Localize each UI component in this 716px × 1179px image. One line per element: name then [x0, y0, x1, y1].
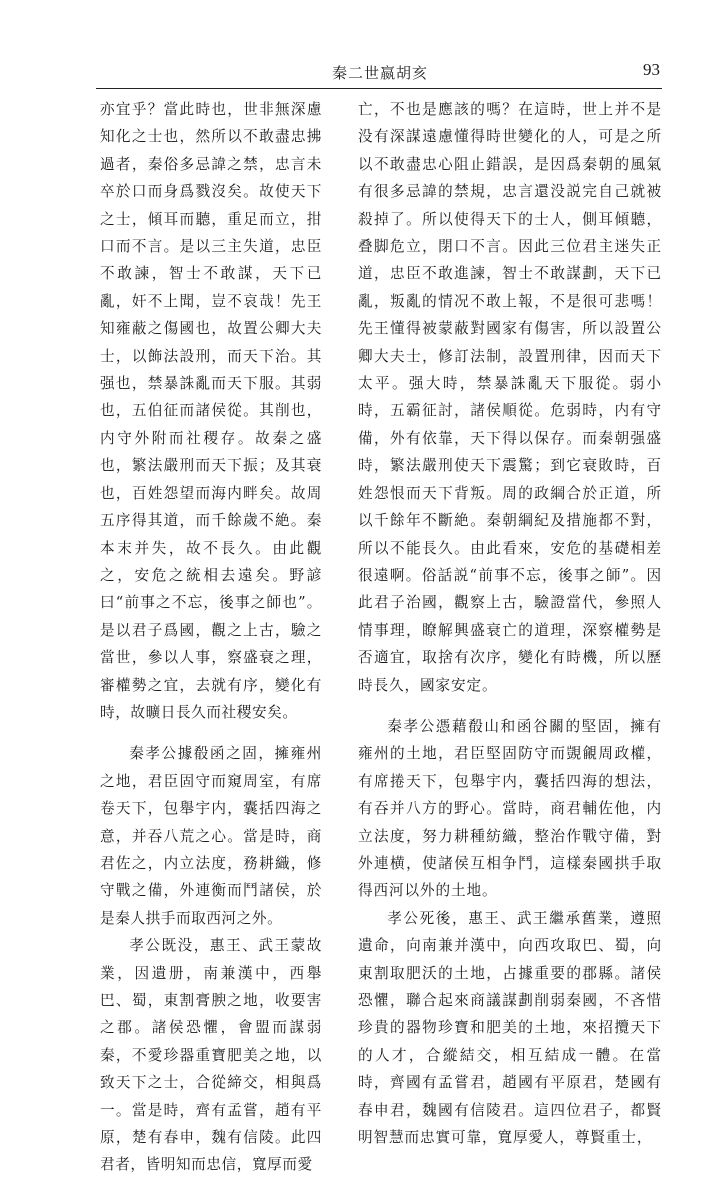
translation-text-column [358, 96, 662, 1147]
classical-paragraph-1: 亦宜乎？當此時也，世非無深慮知化之士也，然所以不敢盡忠拂過者，秦俗多忌諱之禁，忠言未卒於口而身爲戮沒矣。故使天下之士，傾耳而聽，重足而立，拑口而不言。是以三主失道，忠臣不敢諫，智士不敢謀，天下已亂，奸不上聞，豈不哀哉！先王知雍蔽之傷國也，故置公卿大夫士，以飾法設刑，而天下治。其强也，禁暴誅亂而天下服。其弱也，五伯征而諸侯從。其削也，内守外附而社稷存。故秦之盛也，繁法嚴刑而天下振；及其衰也，百姓怨望而海内畔矣。故周五序得其道，而千餘歲不絶。秦本末并失，故不長久。由此觀之，安危之統相去遠矣。野諺曰“前事之不忘，後事之師也”。是以君子爲國，觀之上古，驗之當世，參以人事，察盛衰之理，審權勢之宜，去就有序，變化有時，故曠日長久而社稷安矣。 [100, 101, 322, 721]
running-title: 秦二世嬴胡亥 [331, 64, 428, 82]
page-number: 93 [643, 60, 660, 79]
translation-paragraph-3: 孝公死後，惠王、武王繼承舊業，遵照遺命，向南兼并漢中，向西攻取巴、蜀，向東割取肥沃的土地，占據重要的郡縣。諸侯恐懼，聯合起來商議謀劃削弱秦國，不吝惜珍貴的器物珍寶和肥美的土地，來招攬天下的人才，合縱結交，相互結成一體。在當時，齊國有孟嘗君，趙國有平原君，楚國有春申君，魏國有信陵君。這四位君子，都賢明智慧而忠實可靠，寬厚愛人，尊賢重士， [358, 909, 662, 1147]
header-rule [96, 88, 662, 89]
classical-paragraph-3: 孝公既没，惠王、武王蒙故業，因遺册，南兼漢中，西舉巴、蜀，東割膏腴之地，收要害之郡。諸侯恐懼，會盟而謀弱秦，不愛珍器重寶肥美之地，以致天下之士，合從締交，相與爲一。當是時，齊有孟嘗，趙有平原，楚有春申，魏有信陵。此四君者，皆明知而忠信，寬厚而愛 [100, 937, 322, 1174]
page-header [100, 56, 660, 86]
paragraph-gap [358, 699, 662, 713]
translation-paragraph-2: 秦孝公憑藉殽山和函谷關的堅固，擁有雍州的土地，君臣堅固防守而覬覦周政權，有席捲天下，包舉宇内，囊括四海的想法，有吞并八方的野心。當時，商君輔佐他，内立法度，努力耕種紡織，整治作戰守備，對外連横，使諸侯互相争鬥，這樣秦國拱手取得西河以外的土地。 [358, 717, 662, 900]
classical-text-column [100, 96, 322, 1174]
classical-paragraph-2: 秦孝公據殽函之固，擁雍州之地，君臣固守而窺周室，有席卷天下，包舉宇内，囊括四海之意，并吞八荒之心。當是時，商君佐之，内立法度，務耕織，修守戰之備，外連衡而鬥諸侯，於是秦人拱手而取西河之外。 [100, 745, 322, 927]
translation-paragraph-1: 亡，不也是應該的嗎？在這時，世上并不是没有深謀遠慮懂得時世變化的人，可是之所以不敢盡忠心阻止錯誤，是因爲秦朝的風氣有很多忌諱的禁規，忠言還没説完自己就被殺掉了。所以使得天下的士人，側耳傾聽，叠脚危立，閉口不言。因此三位君主迷失正道，忠臣不敢進諫，智士不敢謀劃，天下已亂，叛亂的情况不敢上報，不是很可悲嗎！先王懂得被蒙蔽對國家有傷害，所以設置公卿大夫士，修訂法制，設置刑律，因而天下太平。强大時，禁暴誅亂天下服從。弱小時，五霸征討，諸侯順從。危弱時，内有守備，外有依靠，天下得以保存。而秦朝强盛時，繁法嚴刑使天下震驚；到它衰敗時，百姓怨恨而天下背叛。周的政綱合於正道，所以千餘年不斷絶。秦朝綱紀及措施都不對，所以不能長久。由此看來，安危的基礎相差很遠啊。俗話説“前事不忘，後事之師”。因此君子治國，觀察上古，驗證當代，參照人情事理，瞭解興盛衰亡的道理，深察權勢是否適宜，取捨有次序，變化有時機，所以歷時長久，國家安定。 [358, 101, 662, 694]
paragraph-gap [100, 726, 322, 740]
